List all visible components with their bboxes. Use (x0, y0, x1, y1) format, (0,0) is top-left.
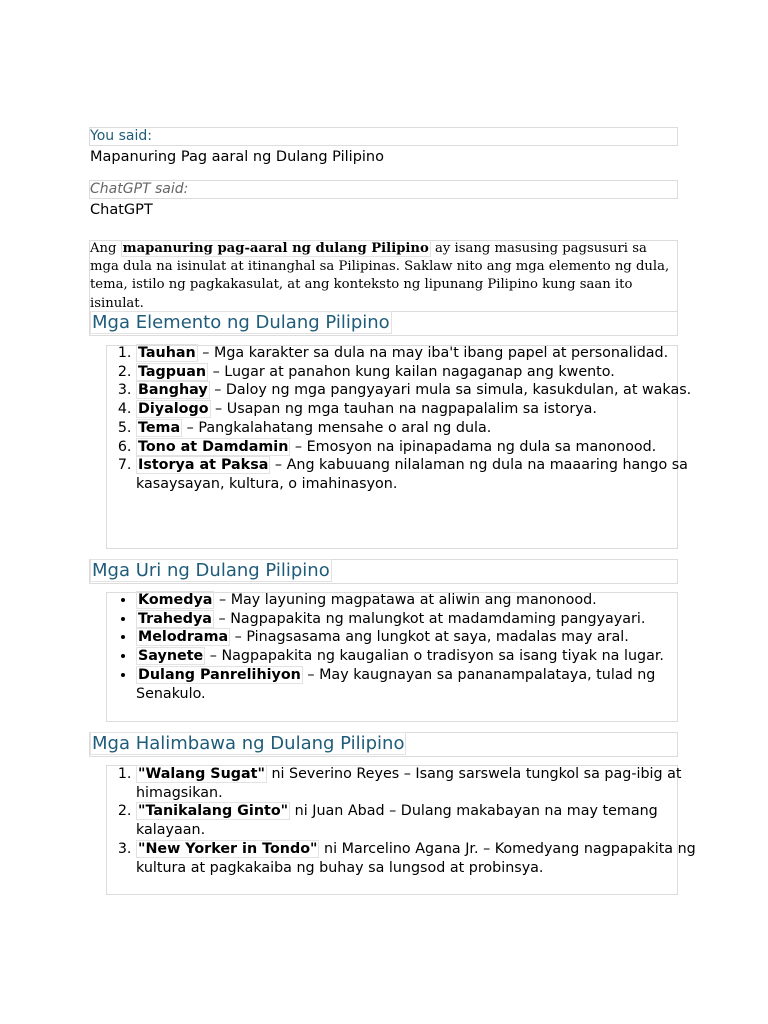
item-desc: – May kaugnayan sa pananampalataya, tulad ng Senakulo. (136, 666, 656, 702)
item-term: Istorya at Paksa (138, 457, 269, 474)
list-item (136, 647, 696, 666)
item-desc: – Nagpapakita ng kaugalian o tradisyon sa isang tiyak na lugar. (205, 648, 664, 665)
item-desc: – Nagpapakita ng malungkot at madamdaming pangyayari. (213, 610, 646, 627)
item-desc: – Ang kabuuang nilalaman ng dula na maaaring hango sa kasaysayan, kultura, o imahinasyon. (136, 457, 688, 492)
item-term: "Walang Sugat" (138, 766, 265, 782)
item-desc: – Mga karakter sa dula na may iba't ibang papel at personalidad. (197, 345, 669, 361)
list-item (136, 610, 696, 629)
item-term: "Tanikalang Ginto" (138, 803, 289, 820)
list-item (136, 419, 696, 438)
list-item (136, 381, 696, 400)
assistant-name: ChatGPT (90, 202, 153, 218)
item-desc: – Lugar at panahon kung kailan nagaganap ang kwento. (208, 363, 615, 380)
item-term: Melodrama (138, 629, 229, 646)
item-term: Banghay (138, 382, 208, 399)
you-said-label: You said: (90, 128, 152, 144)
item-term: Tema (138, 419, 181, 436)
list-item (136, 628, 696, 647)
you-said-label-box (89, 127, 678, 146)
section-heading (90, 312, 392, 334)
section-heading (90, 733, 406, 755)
item-term: Dulang Panrelihiyon (138, 666, 301, 683)
item-desc: ni Juan Abad – Dulang makabayan na may temang kalayaan. (136, 803, 658, 839)
list-item (136, 802, 696, 839)
intro-prefix: Ang (90, 241, 121, 256)
item-desc: – Pinagsasama ang lungkot at saya, madalas may aral. (230, 629, 629, 646)
item-desc: – Emosyon na ipinapadama ng dula sa manonood. (290, 438, 657, 455)
item-desc: – May layuning magpatawa at aliwin ang manonood. (214, 592, 597, 608)
user-message: Mapanuring Pag aaral ng Dulang Pilipino (90, 149, 384, 165)
elements-list (106, 344, 696, 494)
list-item (136, 666, 696, 703)
section-heading-text: Mga Elemento ng Dulang Pilipino (92, 312, 390, 333)
types-list (106, 591, 696, 703)
item-term: Komedya (138, 592, 213, 608)
section-heading (90, 560, 332, 582)
chatgpt-said-label-box (89, 180, 678, 199)
item-term: Trahedya (138, 610, 212, 627)
list-item (136, 363, 696, 382)
item-term: Tono at Damdamin (138, 438, 289, 455)
intro-rest: ay isang masusing pagsusuri sa mga dula na isinulat at itinanghal sa Pilipinas. Saklaw nito ang mga elemento ng dula, tema, istilo ng pagkakasulat, at ang konteksto ng lipunang Pilipino kung saan ito isinulat. (90, 241, 670, 311)
list-item (136, 438, 696, 457)
item-desc: – Daloy ng mga pangyayari mula sa simula, kasukdulan, at wakas. (209, 382, 692, 399)
item-desc: ni Severino Reyes – Isang sarswela tungkol sa pag-ibig at himagsikan. (136, 766, 682, 801)
item-desc: – Pangkalahatang mensahe o aral ng dula. (182, 419, 492, 436)
item-term: Diyalogo (138, 401, 209, 418)
list-item (136, 456, 696, 493)
section-heading-text: Mga Halimbawa ng Dulang Pilipino (92, 733, 405, 754)
item-term: Saynete (138, 648, 204, 665)
list-item (136, 591, 696, 610)
examples-list (106, 765, 696, 877)
item-desc: – Usapan ng mga tauhan na nagpapalalim sa istorya. (210, 401, 597, 418)
list-item (136, 400, 696, 419)
intro-bold-term: mapanuring pag-aaral ng dulang Pilipino (122, 241, 429, 256)
item-desc: ni Marcelino Agana Jr. – Komedyang nagpapakita ng kultura at pagkakaiba ng buhay sa lungsod at probinsya. (136, 840, 696, 876)
item-term: Tauhan (138, 345, 196, 361)
section-heading-text: Mga Uri ng Dulang Pilipino (92, 560, 330, 581)
list-item (136, 344, 696, 363)
list-item (136, 765, 696, 802)
item-term: Tagpuan (138, 363, 207, 380)
list-item (136, 840, 696, 877)
item-term: "New Yorker in Tondo" (138, 840, 318, 857)
intro-paragraph (90, 240, 675, 313)
chatgpt-said-label: ChatGPT said: (90, 181, 189, 197)
